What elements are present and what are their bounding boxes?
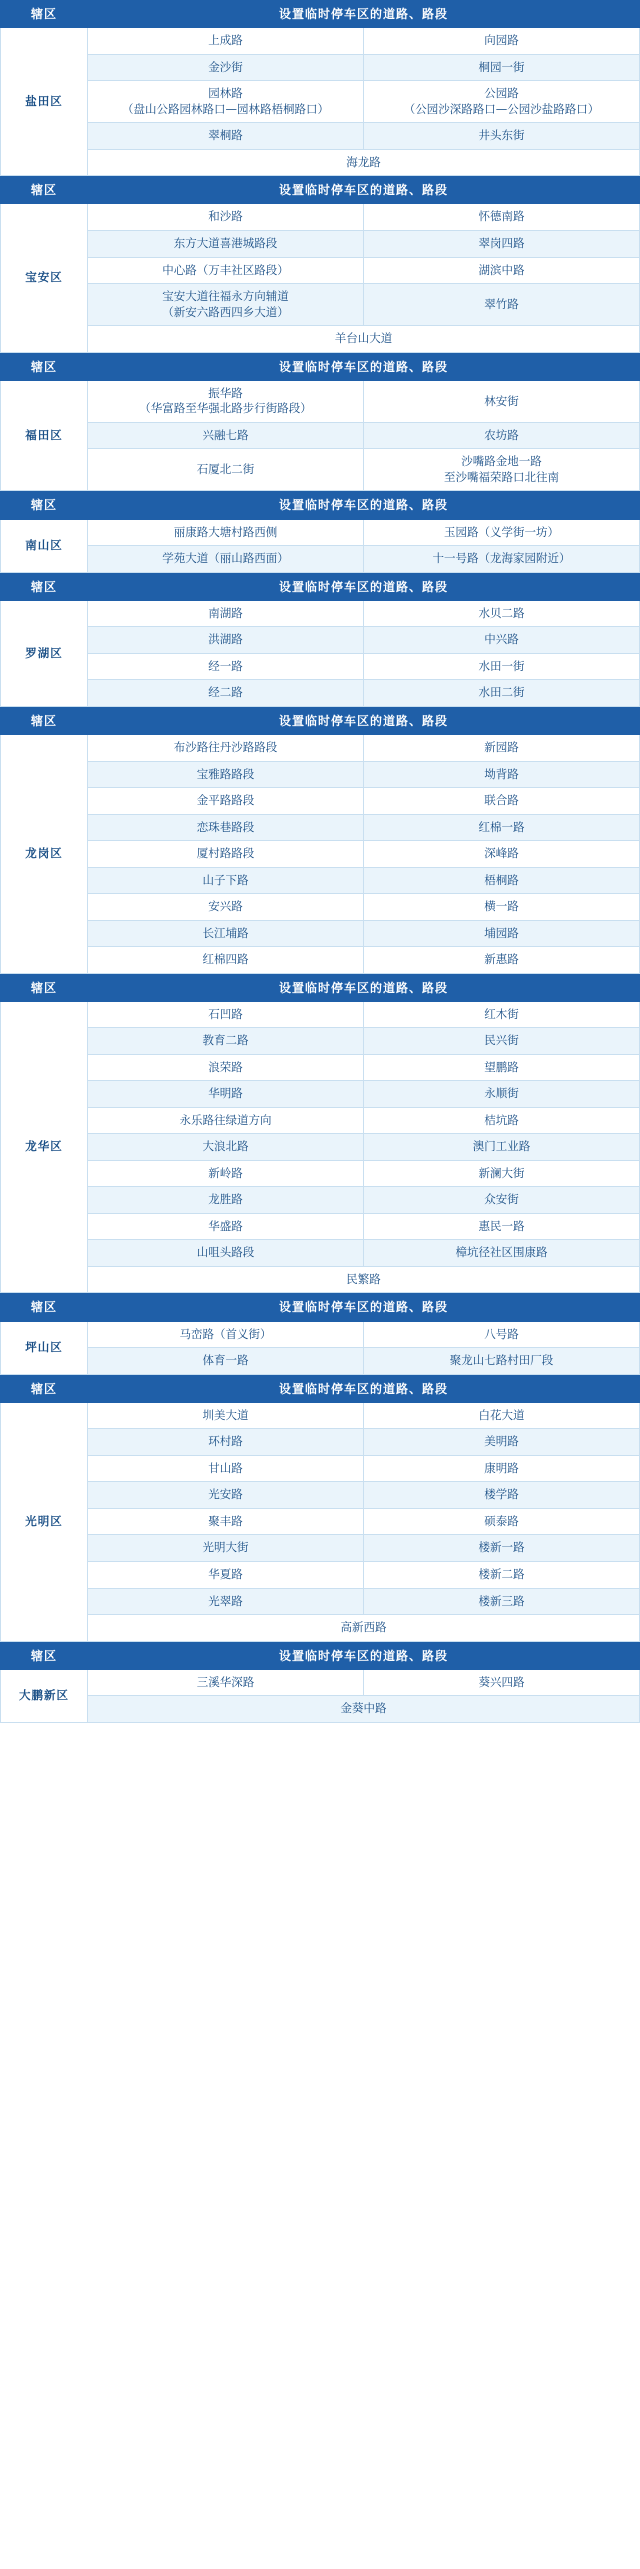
table-row bbox=[1, 257, 640, 284]
road-cell: 红棉四路 bbox=[88, 947, 364, 974]
road-cell: 桐园一街 bbox=[364, 54, 640, 81]
district-name: 南山区 bbox=[1, 519, 88, 572]
road-cell: 厦村路路段 bbox=[88, 841, 364, 868]
road-cell: 水贝二路 bbox=[364, 600, 640, 627]
district-name: 罗湖区 bbox=[1, 600, 88, 706]
road-cell: 圳美大道 bbox=[88, 1402, 364, 1429]
table-header-row bbox=[1, 353, 640, 380]
table-row bbox=[1, 1482, 640, 1509]
road-cell: 桔坑路 bbox=[364, 1107, 640, 1134]
road-cell: 玉园路（义学街一坊） bbox=[364, 519, 640, 546]
road-cell: 上成路 bbox=[88, 28, 364, 55]
district-table bbox=[0, 1642, 640, 1723]
road-cell: 康明路 bbox=[364, 1455, 640, 1482]
road-cell: 南湖路 bbox=[88, 600, 364, 627]
road-cell: 安兴路 bbox=[88, 894, 364, 921]
header-roads: 设置临时停车区的道路、路段 bbox=[88, 573, 640, 600]
table-row bbox=[1, 1081, 640, 1108]
road-cell: 山子下路 bbox=[88, 867, 364, 894]
road-cell: 向园路 bbox=[364, 28, 640, 55]
table-row bbox=[1, 1213, 640, 1240]
district-name: 大鹏新区 bbox=[1, 1669, 88, 1722]
header-roads: 设置临时停车区的道路、路段 bbox=[88, 707, 640, 734]
road-cell: 光安路 bbox=[88, 1482, 364, 1509]
road-cell: 长江埔路 bbox=[88, 920, 364, 947]
table-header-row bbox=[1, 974, 640, 1001]
district-name: 龙岗区 bbox=[1, 734, 88, 973]
road-cell: 聚龙山七路村田厂段 bbox=[364, 1348, 640, 1375]
road-cell: 学苑大道（丽山路西面） bbox=[88, 546, 364, 573]
table-row bbox=[1, 1402, 640, 1429]
road-cell: 新岭路 bbox=[88, 1160, 364, 1187]
road-cell: 楼新三路 bbox=[364, 1588, 640, 1615]
road-cell: 白花大道 bbox=[364, 1402, 640, 1429]
road-cell: 新园路 bbox=[364, 734, 640, 761]
table-header-row bbox=[1, 177, 640, 204]
table-row bbox=[1, 1348, 640, 1375]
road-cell: 井头东街 bbox=[364, 123, 640, 150]
header-roads: 设置临时停车区的道路、路段 bbox=[88, 353, 640, 380]
table-row bbox=[1, 680, 640, 707]
table-row bbox=[1, 1429, 640, 1456]
district-table bbox=[0, 707, 640, 974]
road-cell: 石凹路 bbox=[88, 1001, 364, 1028]
table-row bbox=[1, 734, 640, 761]
road-cell: 华明路 bbox=[88, 1081, 364, 1108]
road-cell: 水田二街 bbox=[364, 680, 640, 707]
header-roads: 设置临时停车区的道路、路段 bbox=[88, 974, 640, 1001]
road-cell: 红棉一路 bbox=[364, 814, 640, 841]
road-cell: 龙胜路 bbox=[88, 1187, 364, 1214]
table-row bbox=[1, 1535, 640, 1562]
header-roads: 设置临时停车区的道路、路段 bbox=[88, 177, 640, 204]
table-row bbox=[1, 947, 640, 974]
road-cell: 水田一街 bbox=[364, 653, 640, 680]
table-row bbox=[1, 894, 640, 921]
table-header-row bbox=[1, 1, 640, 28]
header-roads: 设置临时停车区的道路、路段 bbox=[88, 492, 640, 519]
road-cell: 埔园路 bbox=[364, 920, 640, 947]
road-cell: 横一路 bbox=[364, 894, 640, 921]
table-row bbox=[1, 1028, 640, 1055]
road-cell: 新澜大街 bbox=[364, 1160, 640, 1187]
road-cell: 葵兴四路 bbox=[364, 1669, 640, 1696]
road-cell: 湖滨中路 bbox=[364, 257, 640, 284]
road-cell: 大浪北路 bbox=[88, 1134, 364, 1161]
table-row bbox=[1, 1001, 640, 1028]
road-cell: 怀德南路 bbox=[364, 204, 640, 231]
table-row bbox=[1, 284, 640, 326]
table-row bbox=[1, 449, 640, 491]
table-row bbox=[1, 1240, 640, 1267]
table-row bbox=[1, 546, 640, 573]
district-name: 光明区 bbox=[1, 1402, 88, 1641]
road-cell: 洪湖路 bbox=[88, 627, 364, 654]
road-cell: 园林路 （盘山公路园林路口—园林路梧桐路口） bbox=[88, 81, 364, 123]
header-roads: 设置临时停车区的道路、路段 bbox=[88, 1642, 640, 1669]
road-cell: 金平路路段 bbox=[88, 788, 364, 815]
road-cell: 澳门工业路 bbox=[364, 1134, 640, 1161]
table-row bbox=[1, 519, 640, 546]
road-cell: 硕泰路 bbox=[364, 1508, 640, 1535]
road-cell: 翠岗四路 bbox=[364, 230, 640, 257]
table-row bbox=[1, 422, 640, 449]
table-row bbox=[1, 600, 640, 627]
table-row bbox=[1, 1187, 640, 1214]
header-roads: 设置临时停车区的道路、路段 bbox=[88, 1294, 640, 1321]
road-cell: 光翠路 bbox=[88, 1588, 364, 1615]
header-district: 辖区 bbox=[1, 353, 88, 380]
table-row bbox=[1, 1160, 640, 1187]
table-row bbox=[1, 123, 640, 150]
district-name: 宝安区 bbox=[1, 204, 88, 352]
road-cell: 华盛路 bbox=[88, 1213, 364, 1240]
table-row bbox=[1, 1508, 640, 1535]
road-cell: 楼新一路 bbox=[364, 1535, 640, 1562]
road-cell: 聚丰路 bbox=[88, 1508, 364, 1535]
district-table bbox=[0, 176, 640, 352]
road-cell: 布沙路往丹沙路路段 bbox=[88, 734, 364, 761]
district-name: 福田区 bbox=[1, 380, 88, 491]
district-table bbox=[0, 1293, 640, 1374]
road-cell: 恋珠巷路段 bbox=[88, 814, 364, 841]
table-header-row bbox=[1, 492, 640, 519]
road-cell: 八号路 bbox=[364, 1321, 640, 1348]
header-district: 辖区 bbox=[1, 177, 88, 204]
district-table bbox=[0, 491, 640, 572]
table-row bbox=[1, 1696, 640, 1723]
table-row bbox=[1, 788, 640, 815]
road-cell: 永乐路往绿道方向 bbox=[88, 1107, 364, 1134]
road-cell: 马峦路（首义街） bbox=[88, 1321, 364, 1348]
road-cell: 美明路 bbox=[364, 1429, 640, 1456]
road-cell: 民兴街 bbox=[364, 1028, 640, 1055]
road-cell: 中心路（万丰社区路段） bbox=[88, 257, 364, 284]
road-cell: 深峰路 bbox=[364, 841, 640, 868]
table-row bbox=[1, 1321, 640, 1348]
road-cell: 新惠路 bbox=[364, 947, 640, 974]
district-name: 坪山区 bbox=[1, 1321, 88, 1374]
header-district: 辖区 bbox=[1, 1375, 88, 1402]
table-row bbox=[1, 841, 640, 868]
district-name: 盐田区 bbox=[1, 28, 88, 176]
table-row bbox=[1, 867, 640, 894]
table-header-row bbox=[1, 1642, 640, 1669]
road-cell: 振华路 （华富路至华强北路步行街路段） bbox=[88, 380, 364, 422]
road-cell: 金葵中路 bbox=[88, 1696, 640, 1723]
table-row bbox=[1, 230, 640, 257]
road-cell: 永顺街 bbox=[364, 1081, 640, 1108]
road-cell: 丽康路大塘村路西侧 bbox=[88, 519, 364, 546]
table-header-row bbox=[1, 707, 640, 734]
table-row bbox=[1, 1455, 640, 1482]
header-roads: 设置临时停车区的道路、路段 bbox=[88, 1, 640, 28]
district-table bbox=[0, 974, 640, 1294]
road-cell: 兴融七路 bbox=[88, 422, 364, 449]
road-cell: 高新西路 bbox=[88, 1615, 640, 1642]
table-header-row bbox=[1, 1294, 640, 1321]
road-cell: 翠竹路 bbox=[364, 284, 640, 326]
road-cell: 十一号路（龙海家园附近） bbox=[364, 546, 640, 573]
table-header-row bbox=[1, 573, 640, 600]
road-cell: 民繁路 bbox=[88, 1266, 640, 1293]
road-cell: 中兴路 bbox=[364, 627, 640, 654]
table-row bbox=[1, 149, 640, 176]
road-cell: 经二路 bbox=[88, 680, 364, 707]
table-row bbox=[1, 1669, 640, 1696]
road-cell: 梧桐路 bbox=[364, 867, 640, 894]
road-cell: 石厦北二街 bbox=[88, 449, 364, 491]
road-cell: 众安街 bbox=[364, 1187, 640, 1214]
road-cell: 羊台山大道 bbox=[88, 326, 640, 353]
table-row bbox=[1, 1615, 640, 1642]
road-cell: 金沙街 bbox=[88, 54, 364, 81]
road-cell: 楼新二路 bbox=[364, 1561, 640, 1588]
table-row bbox=[1, 81, 640, 123]
road-cell: 望鹏路 bbox=[364, 1054, 640, 1081]
table-row bbox=[1, 920, 640, 947]
district-table bbox=[0, 1375, 640, 1642]
table-row bbox=[1, 814, 640, 841]
road-cell: 林安街 bbox=[364, 380, 640, 422]
road-cell: 海龙路 bbox=[88, 149, 640, 176]
district-table bbox=[0, 353, 640, 492]
district-name: 龙华区 bbox=[1, 1001, 88, 1293]
road-cell: 山咀头路段 bbox=[88, 1240, 364, 1267]
road-cell: 联合路 bbox=[364, 788, 640, 815]
table-row bbox=[1, 204, 640, 231]
road-cell: 东方大道喜港城路段 bbox=[88, 230, 364, 257]
road-cell: 浪荣路 bbox=[88, 1054, 364, 1081]
road-cell: 宝安大道往福永方向辅道 （新安六路西四乡大道） bbox=[88, 284, 364, 326]
table-row bbox=[1, 653, 640, 680]
header-district: 辖区 bbox=[1, 974, 88, 1001]
header-district: 辖区 bbox=[1, 707, 88, 734]
district-table bbox=[0, 573, 640, 707]
table-row bbox=[1, 1588, 640, 1615]
road-cell: 宝雅路路段 bbox=[88, 761, 364, 788]
table-header-row bbox=[1, 1375, 640, 1402]
road-cell: 翠桐路 bbox=[88, 123, 364, 150]
table-row bbox=[1, 380, 640, 422]
road-cell: 经一路 bbox=[88, 653, 364, 680]
table-row bbox=[1, 28, 640, 55]
table-row bbox=[1, 1561, 640, 1588]
road-cell: 三溪华深路 bbox=[88, 1669, 364, 1696]
table-row bbox=[1, 1054, 640, 1081]
road-cell: 体育一路 bbox=[88, 1348, 364, 1375]
header-district: 辖区 bbox=[1, 573, 88, 600]
table-row bbox=[1, 1266, 640, 1293]
road-cell: 华夏路 bbox=[88, 1561, 364, 1588]
header-district: 辖区 bbox=[1, 1642, 88, 1669]
road-cell: 樟坑径社区围康路 bbox=[364, 1240, 640, 1267]
road-cell: 环村路 bbox=[88, 1429, 364, 1456]
header-district: 辖区 bbox=[1, 1294, 88, 1321]
table-row bbox=[1, 627, 640, 654]
header-district: 辖区 bbox=[1, 492, 88, 519]
table-row bbox=[1, 54, 640, 81]
table-row bbox=[1, 1134, 640, 1161]
road-cell: 和沙路 bbox=[88, 204, 364, 231]
road-cell: 教育二路 bbox=[88, 1028, 364, 1055]
header-district: 辖区 bbox=[1, 1, 88, 28]
table-row bbox=[1, 761, 640, 788]
table-row bbox=[1, 1107, 640, 1134]
road-cell: 公园路 （公园沙深路路口—公园沙盐路路口） bbox=[364, 81, 640, 123]
road-cell: 楼学路 bbox=[364, 1482, 640, 1509]
road-cell: 红木街 bbox=[364, 1001, 640, 1028]
road-cell: 惠民一路 bbox=[364, 1213, 640, 1240]
district-table bbox=[0, 0, 640, 176]
table-row bbox=[1, 326, 640, 353]
road-cell: 光明大街 bbox=[88, 1535, 364, 1562]
road-cell: 坳背路 bbox=[364, 761, 640, 788]
road-cell: 沙嘴路金地一路 至沙嘴福荣路口北往南 bbox=[364, 449, 640, 491]
road-cell: 农坊路 bbox=[364, 422, 640, 449]
road-cell: 甘山路 bbox=[88, 1455, 364, 1482]
header-roads: 设置临时停车区的道路、路段 bbox=[88, 1375, 640, 1402]
